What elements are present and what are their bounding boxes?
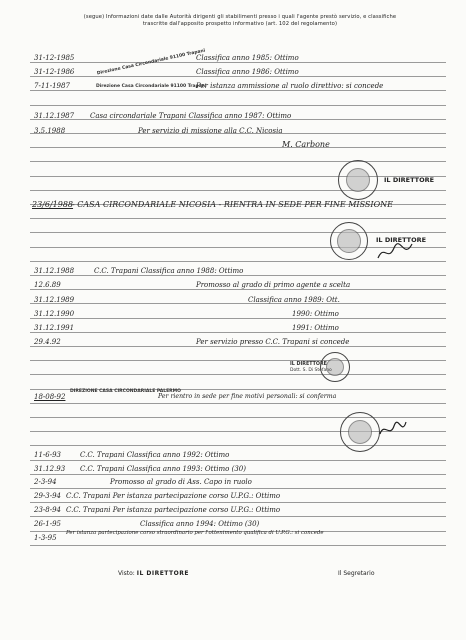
round-seal	[338, 160, 378, 200]
ruled-line	[30, 62, 446, 63]
entry-text: Casa circondariale Trapani Classifica anno 1987: Ottimo	[90, 112, 292, 120]
ruled-line	[30, 318, 446, 319]
entry-date: 31.12.1990	[34, 310, 75, 318]
entry-date: 23-8-94	[34, 506, 61, 514]
ruled-line	[30, 161, 446, 162]
director-stamp: IL DIRETTORE	[290, 362, 327, 367]
ruled-line	[30, 90, 446, 91]
entry-date: 26-1-95	[34, 520, 61, 528]
entry-date: 31.12.1988	[34, 267, 75, 275]
entry-date: 31-12-1986	[34, 68, 75, 76]
ruled-line	[30, 374, 446, 375]
stamp-palermo: DIREZIONE CASA CIRCONDARIALE PALERMO	[70, 389, 181, 394]
ruled-line	[30, 303, 446, 304]
entry-date: 31-12-1985	[34, 54, 75, 62]
ruled-line	[30, 147, 446, 148]
footer-segretario: Il Segretario	[338, 570, 375, 577]
director-stamp: IL DIRETTORE	[384, 176, 435, 184]
entry-text: Promosso al grado di Ass. Capo in ruolo	[110, 478, 252, 486]
ruled-line	[30, 545, 446, 546]
ruled-line	[30, 289, 446, 290]
entry-text: Classifica anno 1985: Ottimo	[196, 54, 299, 62]
entry-text: Classifica anno 1994: Ottimo (30)	[140, 520, 260, 528]
stamp-trapani: Direzione Casa Circondariale 91100 Trapani	[96, 84, 207, 89]
ruled-line	[30, 232, 446, 233]
ruled-line	[30, 360, 446, 361]
entry-date: 29.4.92	[34, 338, 61, 346]
entry-text: 1990: Ottimo	[292, 310, 339, 318]
entry-date: 1-3-95	[34, 534, 57, 542]
director-stamp: IL DIRETTORE	[376, 236, 427, 244]
page-heading	[40, 14, 440, 28]
entry-date: 31.12.1991	[34, 324, 75, 332]
entry-text: Per servizio di missione alla C.C. Nicosia	[138, 127, 283, 135]
entry-date: 31.12.1989	[34, 296, 75, 304]
entry-date: 29-3-94	[34, 492, 61, 500]
ruled-line	[30, 218, 446, 219]
footer-direttore: IL DIRETTORE	[136, 570, 189, 577]
entry-text: - CASA CIRCONDARIALE NICOSIA - RIENTRA IN SEDE PER FINE MISSIONE	[72, 200, 393, 209]
entry-date: 7-11-1987	[34, 82, 70, 90]
entry-date: 31.12.93	[34, 465, 66, 473]
ruled-line	[30, 502, 446, 503]
entry-date: 2-3-94	[34, 478, 57, 486]
ruled-line	[30, 417, 446, 418]
heading-line-1: (segue) Informazioni date dalle Autorità dirigenti gli stabilimenti presso i quali l'agente prestò servizio, e classifiche	[83, 14, 397, 20]
ruled-line	[30, 516, 446, 517]
entry-text: C.C. Trapani Classifica anno 1993: Ottimo (30)	[80, 465, 246, 473]
footer-visto-label: Visto:	[118, 570, 135, 577]
entry-text: C.C. Trapani Classifica anno 1988: Ottimo	[94, 267, 244, 275]
ruled-line	[30, 488, 446, 489]
footer-visto	[118, 570, 189, 577]
entry-date: 3.5.1988	[34, 127, 66, 135]
entry-date: 11-6-93	[34, 451, 61, 459]
entry-text: Classifica anno 1989: Ott.	[248, 296, 340, 304]
heading-line-2: trascritte dall'apposito prospetto informativo (art. 102 del regolamento)	[142, 21, 338, 27]
ruled-line	[30, 275, 446, 276]
signature-scribble-icon	[378, 420, 408, 440]
entry-text: Per rientro in sede per fine motivi personali: si conferma	[158, 393, 337, 400]
entry-text: Per servizio presso C.C. Trapani si concede	[196, 338, 350, 346]
ruled-line	[30, 346, 446, 347]
ruled-line	[30, 460, 446, 461]
entry-text: Classifica anno 1986: Ottimo	[196, 68, 299, 76]
ruled-line	[30, 445, 446, 446]
entry-date: 18-08-92	[34, 393, 66, 401]
entry-text: Promosso al grado di primo agente a scelta	[196, 281, 351, 289]
ruled-line	[30, 474, 446, 475]
handwritten-signature: M. Carbone	[282, 140, 330, 149]
stamp-trapani: Direzione Casa Circondariale 91100 Trapani	[96, 48, 206, 77]
entry-text: Per istanza partecipazione corso straordinario per l'ottenimento qualifica di U.P.G.: si concede	[66, 530, 324, 536]
ruled-line	[30, 76, 446, 77]
ruled-line	[30, 190, 446, 191]
round-seal	[330, 222, 368, 260]
entry-date: 12.6.89	[34, 281, 61, 289]
director-name: Dott. S. Di Stefano	[290, 368, 332, 373]
entry-text: C.C. Trapani Classifica anno 1992: Ottimo	[80, 451, 230, 459]
entry-date: 23/6/1988	[32, 200, 74, 209]
ruled-line	[30, 332, 446, 333]
entry-date: 31.12.1987	[34, 112, 75, 120]
entry-text: Per istanza ammissione al ruolo direttivo: si concede	[196, 82, 384, 90]
ruled-line	[30, 105, 446, 106]
entry-text: C.C. Trapani Per istanza partecipazione corso U.P.G.: Ottimo	[66, 506, 281, 514]
signature-scribble-icon	[376, 240, 416, 264]
round-seal	[340, 412, 380, 452]
entry-text: 1991: Ottimo	[292, 324, 339, 332]
entry-text: C.C. Trapani Per istanza partecipazione corso U.P.G.: Ottimo	[66, 492, 281, 500]
ruled-line	[30, 403, 446, 404]
